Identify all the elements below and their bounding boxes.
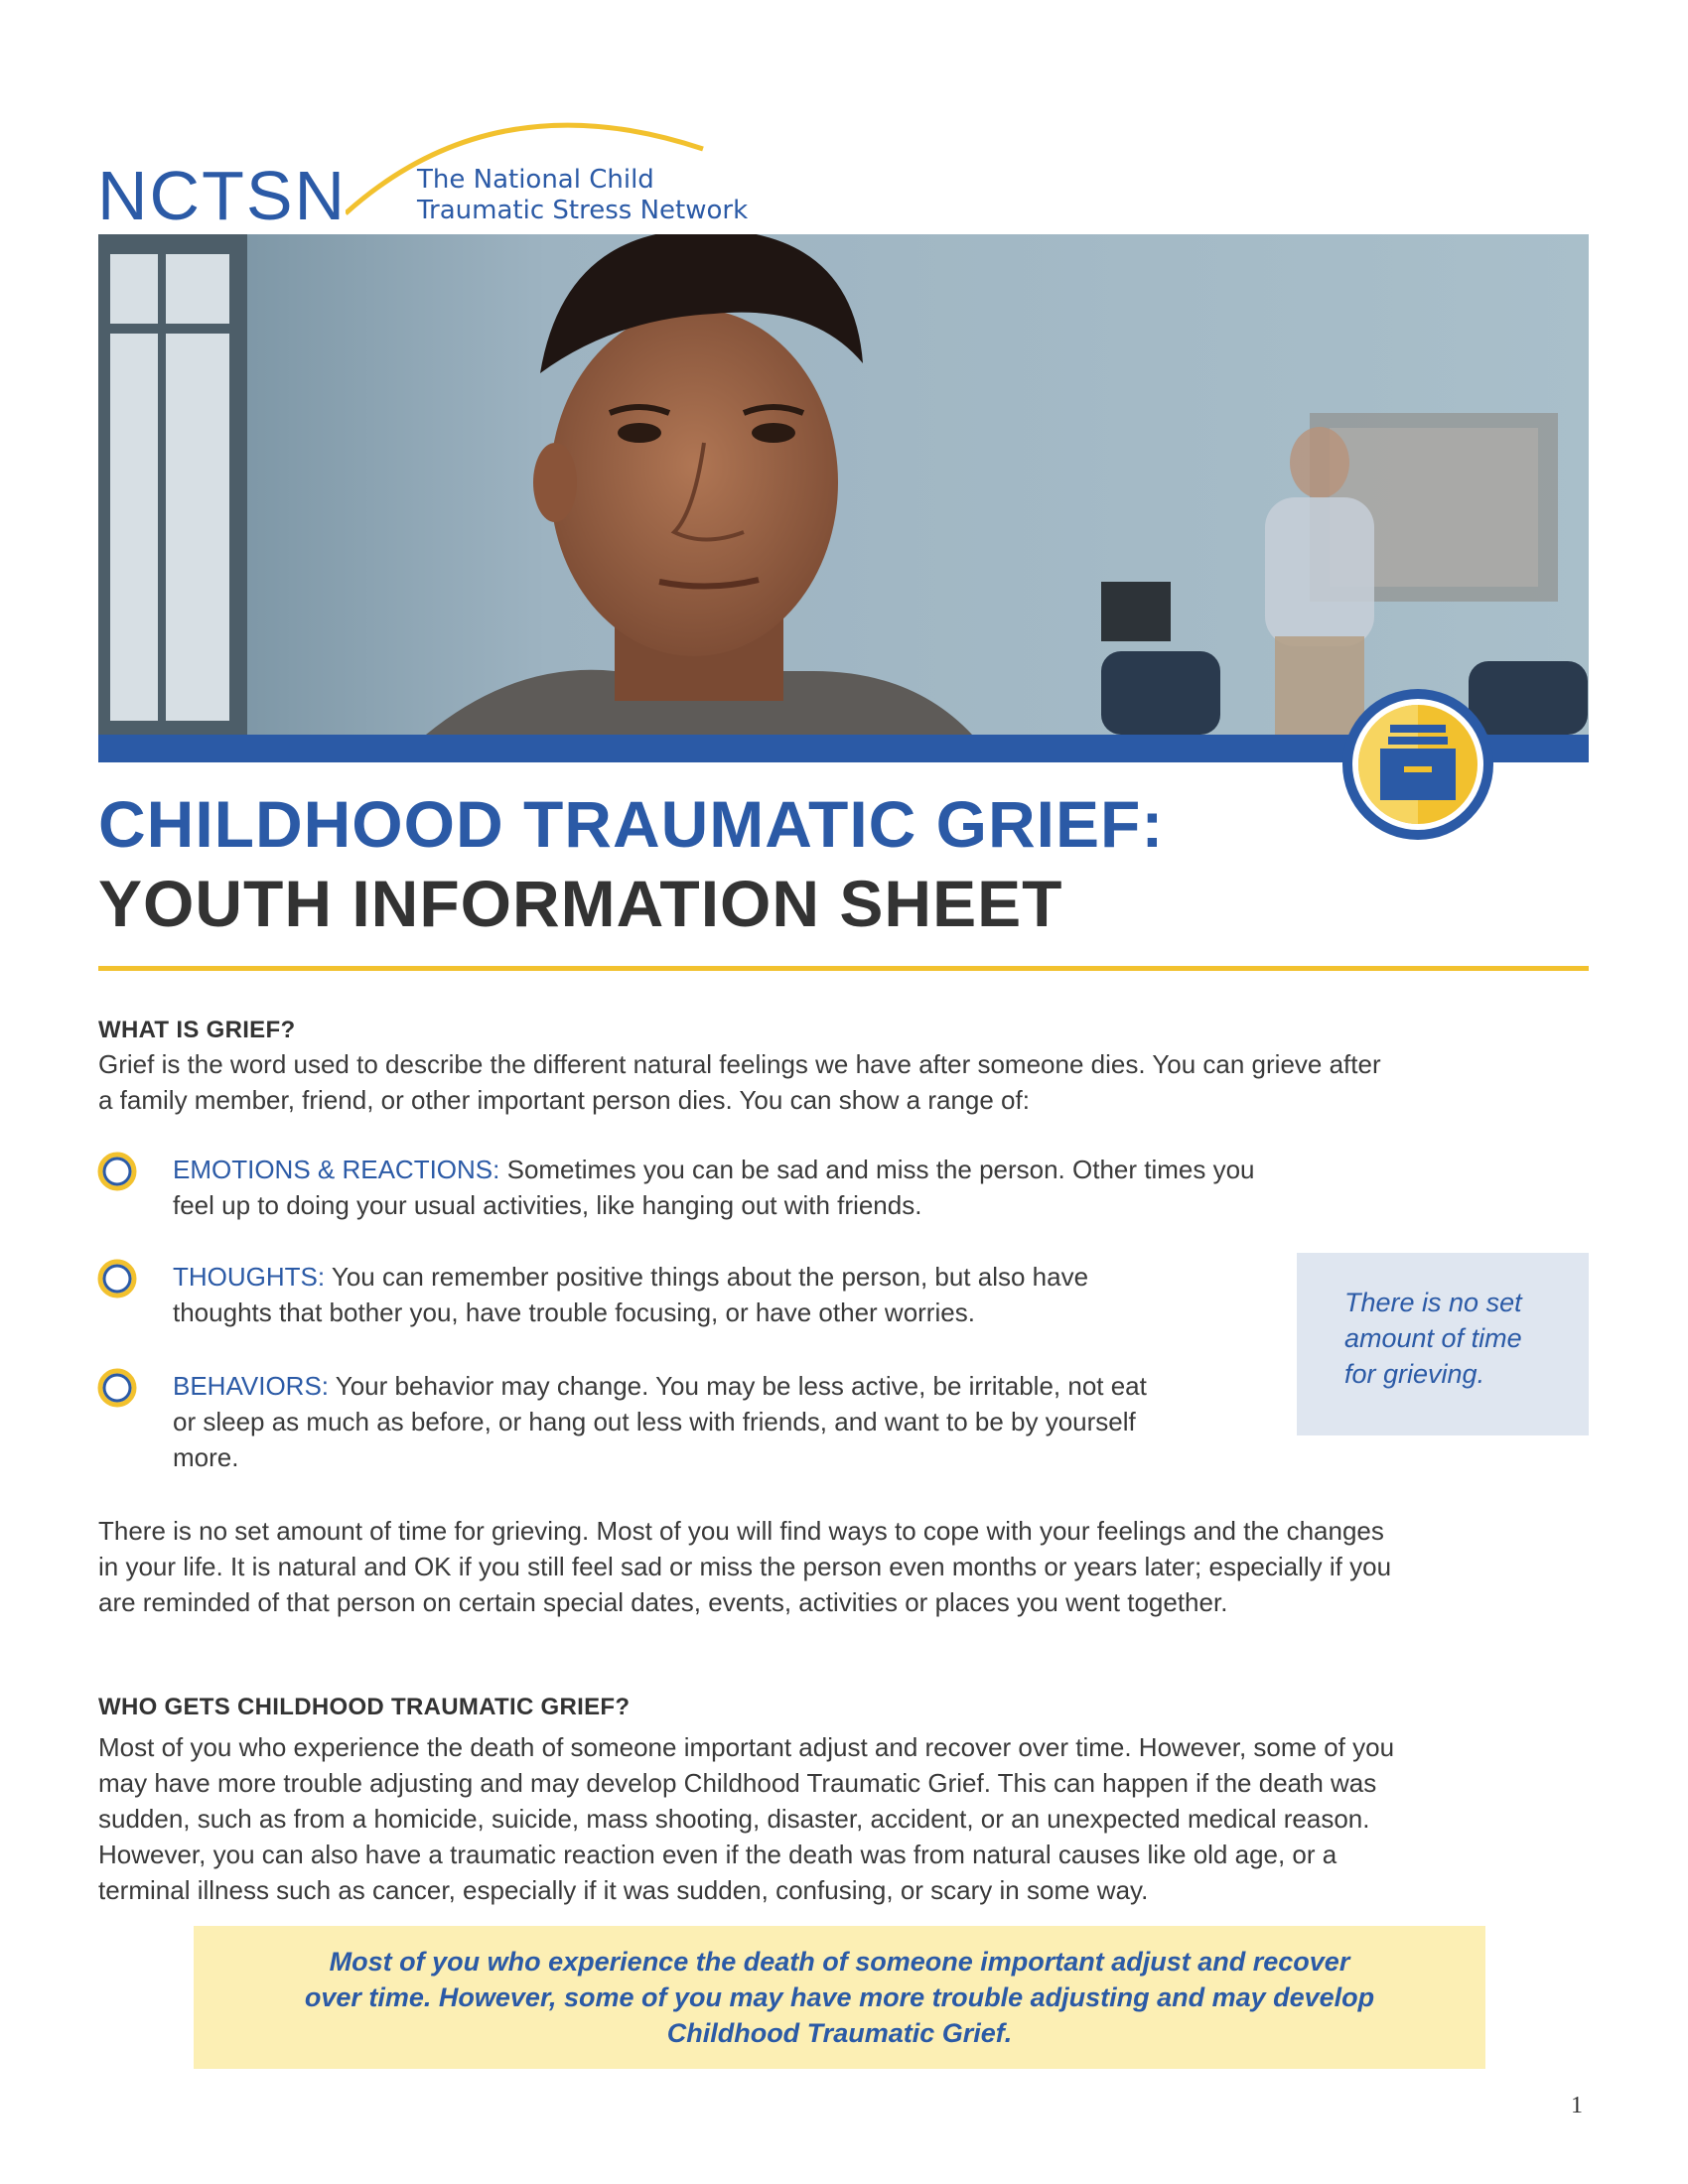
logo-name-line2: Traumatic Stress Network xyxy=(417,196,749,225)
section-heading-what-is-grief: WHAT IS GRIEF? xyxy=(98,1017,296,1043)
closing-line: in your life. It is natural and OK if you still feel sad or miss the person even months or years later; especially if you xyxy=(98,1552,1392,1581)
bullet-line: or sleep as much as before, or hang out less with friends, and want to be by yourself xyxy=(173,1407,1136,1436)
bullet-line: feel up to doing your usual activities, like hanging out with friends. xyxy=(173,1190,922,1220)
body-line: may have more trouble adjusting and may develop Childhood Traumatic Grief. This can happen if the death was xyxy=(98,1768,1377,1798)
intro-line: Grief is the word used to describe the different natural feelings we have after someone dies. You can grieve after xyxy=(98,1049,1381,1079)
body-line: However, you can also have a traumatic reaction even if the death was from natural causes like old age, or a xyxy=(98,1840,1337,1869)
bullet-label: BEHAVIORS: xyxy=(173,1371,330,1401)
bullet-line: You can remember positive things about the person, but also have xyxy=(325,1262,1089,1292)
callout-line: for grieving. xyxy=(1344,1359,1485,1389)
page-number: 1 xyxy=(1571,2093,1583,2118)
page-title-line1: CHILDHOOD TRAUMATIC GRIEF: xyxy=(98,787,1165,861)
bullet-line: Sometimes you can be sad and miss the person. Other times you xyxy=(499,1155,1255,1184)
logo-organization-name xyxy=(417,165,748,226)
nctsn-logo xyxy=(97,109,749,234)
file-drawer-icon xyxy=(1338,685,1497,844)
pull-quote-text xyxy=(194,1944,1485,2051)
logo-mark: NCTSN xyxy=(97,157,348,234)
quote-line: over time. However, some of you may have more trouble adjusting and may develop xyxy=(304,1982,1375,2012)
closing-line: There is no set amount of time for grieving. Most of you will find ways to cope with your feelings and the changes xyxy=(98,1516,1384,1546)
callout-line: There is no set xyxy=(1344,1288,1522,1317)
hero-illustration xyxy=(98,234,1589,735)
body-line: sudden, such as from a homicide, suicide, mass shooting, disaster, accident, or an unexpected medical reason. xyxy=(98,1804,1370,1834)
pull-quote xyxy=(194,1926,1485,2069)
bullet-label: EMOTIONS & REACTIONS: xyxy=(173,1155,500,1184)
list-item-text xyxy=(173,1259,1088,1330)
section2-body xyxy=(98,1729,1590,1908)
bullet-line: thoughts that bother you, have trouble focusing, or have other worries. xyxy=(173,1297,975,1327)
section-heading-who-gets-ctg: WHO GETS CHILDHOOD TRAUMATIC GRIEF? xyxy=(98,1694,631,1720)
quote-line: Childhood Traumatic Grief. xyxy=(666,2018,1013,2048)
list-item-text xyxy=(173,1368,1147,1475)
page-title-line2: YOUTH INFORMATION SHEET xyxy=(98,867,1063,940)
logo-name-line1: The National Child xyxy=(417,165,654,195)
intro-line: a family member, friend, or other important person dies. You can show a range of: xyxy=(98,1085,1030,1115)
side-callout xyxy=(1297,1253,1589,1435)
circle-bullet-icon xyxy=(97,1152,137,1191)
body-line: Most of you who experience the death of someone important adjust and recover over time. However, some of you xyxy=(98,1732,1395,1762)
callout-text xyxy=(1344,1285,1522,1392)
circle-bullet-icon xyxy=(97,1368,137,1408)
circle-bullet-icon xyxy=(97,1259,137,1298)
title-underline xyxy=(98,966,1589,971)
closing-line: are reminded of that person on certain special dates, events, activities or places you went together. xyxy=(98,1587,1228,1617)
bullet-line: Your behavior may change. You may be less active, be irritable, not eat xyxy=(329,1371,1147,1401)
section1-intro xyxy=(98,1046,1590,1118)
bullet-label: THOUGHTS: xyxy=(173,1262,326,1292)
callout-line: amount of time xyxy=(1344,1323,1522,1353)
hero-photo xyxy=(98,234,1589,735)
quote-line: Most of you who experience the death of someone important adjust and recover xyxy=(329,1947,1350,1977)
bullet-line: more. xyxy=(173,1442,239,1472)
section1-closing xyxy=(98,1513,1590,1620)
list-item-text xyxy=(173,1152,1255,1223)
body-line: terminal illness such as cancer, especially if it was sudden, confusing, or scary in some way. xyxy=(98,1875,1149,1905)
